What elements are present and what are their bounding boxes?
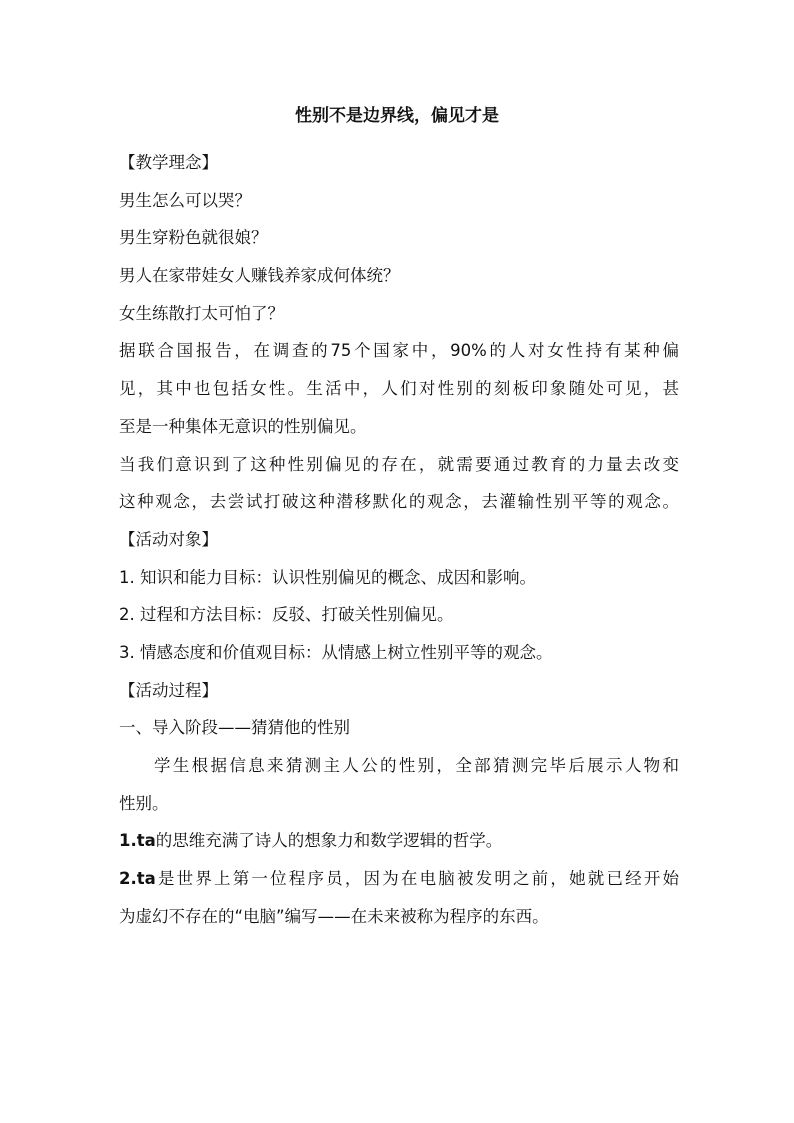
clue-number: 2.ta bbox=[119, 869, 156, 889]
goal-item: 3. 情感态度和价值观目标：从情感上树立性别平等的观念。 bbox=[119, 642, 553, 662]
stage-heading: 一、导入阶段——猜猜他的性别 bbox=[119, 718, 350, 738]
question-line: 男生穿粉色就很娘？ bbox=[119, 228, 268, 248]
document-title: 性别不是边界线，偏见才是 bbox=[295, 106, 499, 126]
clue-text: 的思维充满了诗人的想象力和数学逻辑的哲学。 bbox=[155, 831, 503, 851]
section-heading-philosophy: 【教学理念】 bbox=[119, 153, 218, 172]
paragraph-line: 当我们意识到了这种性别偏见的存在，就需要通过教育的力量去改变 bbox=[119, 454, 679, 474]
question-line: 男人在家带娃女人赚钱养家成何体统？ bbox=[119, 266, 400, 286]
clue-number: 1.ta bbox=[119, 831, 156, 851]
goal-item: 1. 知识和能力目标：认识性别偏见的概念、成因和影响。 bbox=[119, 567, 536, 587]
section-heading-process: 【活动过程】 bbox=[119, 680, 218, 700]
paragraph-line: 据联合国报告，在调查的75个国家中，90%的人对女性持有某种偏 bbox=[119, 341, 679, 361]
paragraph-line: 这种观念，去尝试打破这种潜移默化的观念，去灌输性别平等的观念。 bbox=[119, 492, 679, 512]
section-heading-target: 【活动对象】 bbox=[119, 529, 218, 549]
stage-intro-line: 性别。 bbox=[119, 793, 169, 813]
clue-item bbox=[119, 860, 679, 898]
stage-intro-line: 学生根据信息来猜测主人公的性别，全部猜测完毕后展示人物和 bbox=[154, 756, 679, 775]
question-line: 男生怎么可以哭？ bbox=[119, 190, 251, 210]
goal-item: 2. 过程和方法目标：反驳、打破关性别偏见。 bbox=[119, 605, 454, 625]
question-line: 女生练散打太可怕了？ bbox=[119, 303, 284, 323]
paragraph-line: 见，其中也包括女性。生活中，人们对性别的刻板印象随处可见，甚 bbox=[119, 379, 679, 399]
clue-item bbox=[119, 822, 679, 860]
clue-text: 是世界上第一位程序员，因为在电脑被发明之前，她就已经开始 bbox=[155, 869, 679, 889]
paragraph-line: 至是一种集体无意识的性别偏见。 bbox=[119, 416, 367, 436]
clue-continuation: 为虚幻不存在的“电脑”编写——在未来被称为程序的东西。 bbox=[119, 906, 549, 926]
document-body bbox=[119, 144, 679, 935]
